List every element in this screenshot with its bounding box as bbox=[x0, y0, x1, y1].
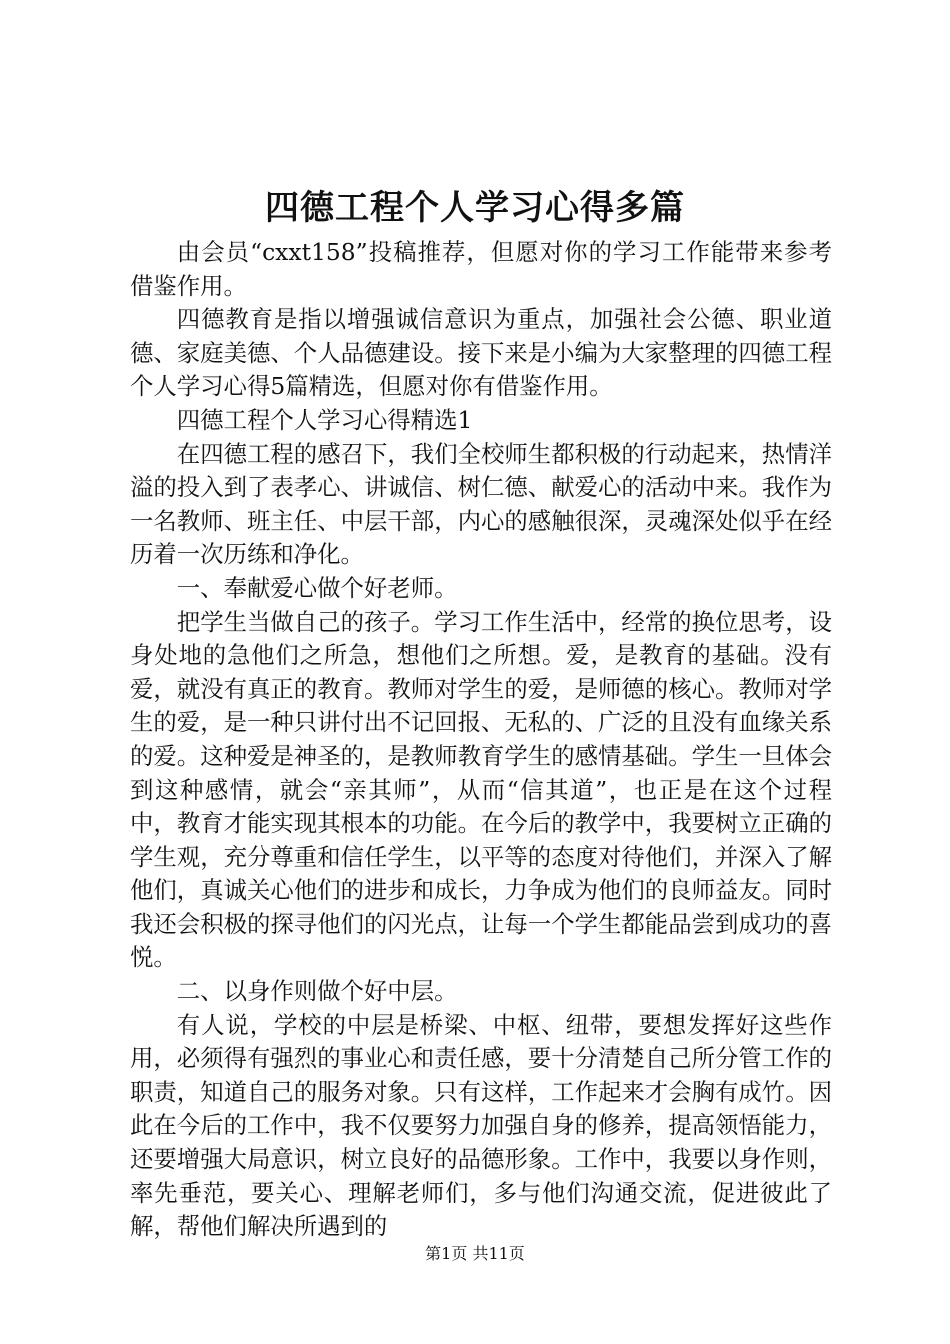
section-heading-1: 四德工程个人学习心得精选1 bbox=[176, 405, 473, 434]
subheading-teacher: 一、奉献爱心做个好老师。 bbox=[176, 573, 458, 602]
subheading-middle-level: 二、以身作则做个好中层。 bbox=[176, 977, 458, 1006]
document-title: 四德工程个人学习心得多篇 bbox=[265, 188, 685, 228]
paragraph-middle-level: 有人说，学校的中层是桥梁、中枢、纽带，要想发挥好这些作用，必须得有强烈的事业心和责任感，要十分清楚自己所分管工作的职责，知道自己的服务对象。只有这样，工作起来才会胸有成竹。因此在今后的工作中，我不仅要努力加强自身的修养，提高领悟能力，还要增强大局意识，树立良好的品德形象。工作中，我要以身作则，率先垂范，要关心、理解老师们，多与他们沟通交流，促进彼此了解，帮他们解决所遇到的 bbox=[130, 1010, 832, 1241]
paragraph-teacher: 把学生当做自己的孩子。学习工作生活中，经常的换位思考，设身处地的急他们之所急，想他们之所想。爱，是教育的基础。没有爱，就没有真正的教育。教师对学生的爱，是师德的核心。教师对学生的爱，是一种只讲付出不记回报、无私的、广泛的且没有血缘关系的爱。这种爱是神圣的，是教师教育学生的感情基础。学生一旦体会到这种感情，就会“亲其师”，从而“信其道”，也正是在这个过程中，教育才能实现其根本的功能。在今后的教学中，我要树立正确的学生观，充分尊重和信任学生，以平等的态度对待他们，并深入了解他们，真诚关心他们的进步和成长，力争成为他们的良师益友。同时我还会积极的探寻他们的闪光点，让每一个学生都能品尝到成功的喜悦。 bbox=[130, 607, 832, 972]
paragraph-intro: 由会员“cxxt158”投稿推荐，但愿对你的学习工作能带来参考借鉴作用。 bbox=[130, 238, 832, 300]
document-body bbox=[130, 236, 832, 1244]
page-footer: 第1页 共11页 bbox=[425, 1244, 525, 1263]
paragraph-section-1-intro: 在四德工程的感召下，我们全校师生都积极的行动起来，热情洋溢的投入到了表孝心、讲诚信、树仁德、献爱心的活动中来。我作为一名教师、班主任、中层干部，内心的感触很深，灵魂深处似乎在经历着一次历练和净化。 bbox=[130, 439, 832, 569]
paragraph-definition: 四德教育是指以增强诚信意识为重点，加强社会公德、职业道德、家庭美德、个人品德建设。接下来是小编为大家整理的四德工程个人学习心得5篇精选，但愿对你有借鉴作用。 bbox=[130, 305, 832, 401]
